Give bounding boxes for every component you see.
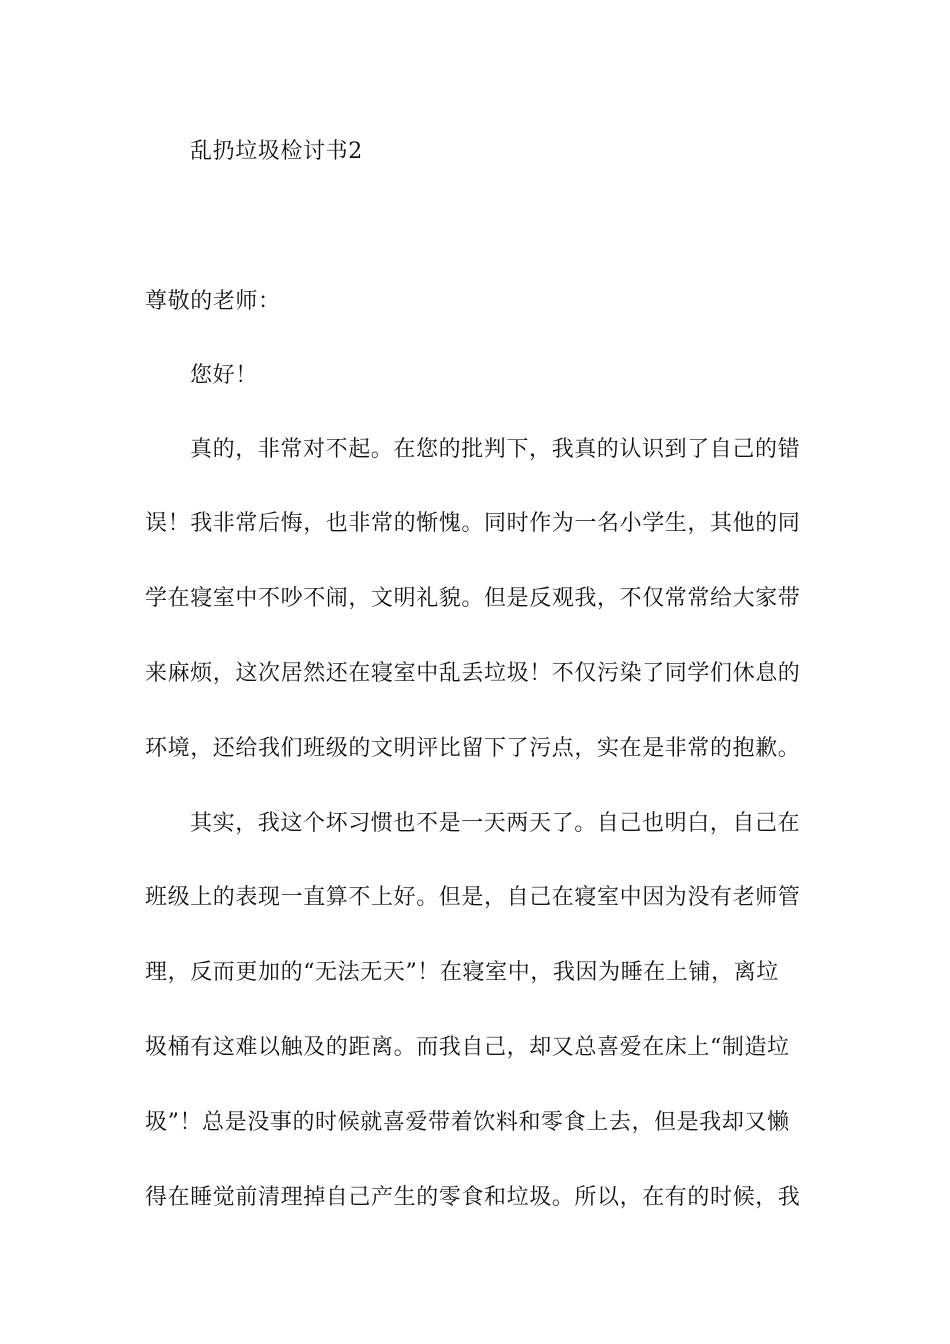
paragraph-line: 环境，还给我们班级的文明评比留下了污点，实在是非常的抱歉。 <box>145 736 801 761</box>
paragraph-line: 圾”！总是没事的时候就喜爱带着饮料和零食上去，但是我却又懒 <box>145 1110 790 1135</box>
greeting: 您好！ <box>190 363 258 388</box>
paragraph-line: 误！我非常后悔，也非常的惭愧。同时作为一名小学生，其他的同 <box>145 511 801 536</box>
paragraph-line: 学在寝室中不吵不闹，文明礼貌。但是反观我，不仅常常给大家带 <box>145 586 801 611</box>
paragraph-line: 圾桶有这难以触及的距离。而我自己，却又总喜爱在床上“制造垃 <box>145 1035 790 1060</box>
paragraph-line: 得在睡觉前清理掉自己产生的零食和垃圾。所以，在有的时候，我 <box>145 1185 801 1210</box>
paragraph-line: 理，反而更加的“无法无天”！在寝室中，我因为睡在上铺，离垃 <box>145 960 779 985</box>
paragraph-line: 来麻烦，这次居然还在寝室中乱丢垃圾！不仅污染了同学们休息的 <box>145 661 801 686</box>
paragraph-line: 真的，非常对不起。在您的批判下，我真的认识到了自己的错 <box>190 437 801 462</box>
paragraph-line: 班级上的表现一直算不上好。但是，自己在寝室中因为没有老师管 <box>145 885 801 910</box>
paragraph-line: 其实，我这个坏习惯也不是一天两天了。自己也明白，自己在 <box>190 811 801 836</box>
document-title: 乱扔垃圾检讨书2 <box>190 139 363 164</box>
salutation: 尊敬的老师： <box>145 289 281 314</box>
